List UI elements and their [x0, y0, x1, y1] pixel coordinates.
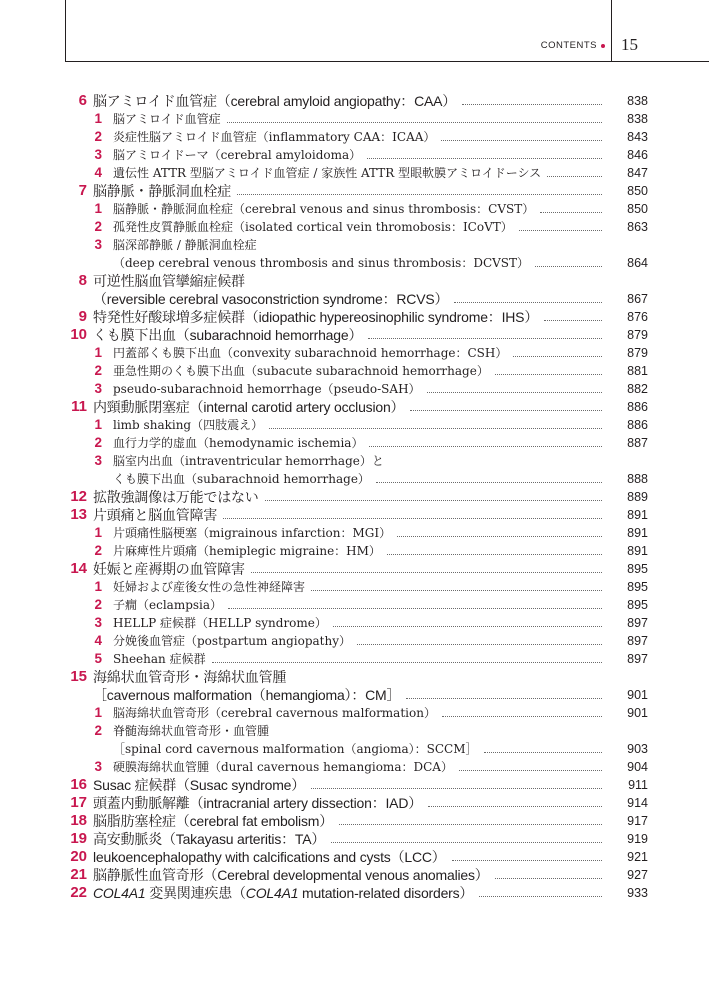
- toc-entry-page: 914: [627, 796, 648, 810]
- toc-entry-title: （reversible cerebral vasoconstriction syndrome：RCVS）: [93, 291, 449, 307]
- toc-entry-title: 脳室内出血（intraventricular hemorrhage）と: [113, 454, 384, 468]
- dot-leader: [441, 140, 602, 141]
- toc-entry-page: 933: [627, 886, 648, 900]
- toc-entry-line: [93, 308, 606, 326]
- toc-entry-title: 硬膜海綿状血管腫（dural cavernous hemangioma：DCA）: [113, 760, 453, 774]
- toc-section-row[interactable]: [0, 164, 709, 182]
- toc-entry-number: 1: [94, 345, 102, 360]
- toc-section-row[interactable]: [0, 146, 709, 164]
- toc-entry-line: [93, 686, 606, 704]
- toc-entry-title: COL4A1 変異関連疾患（COL4A1 mutation-related disorders）: [93, 885, 474, 901]
- toc-section-row[interactable]: [0, 380, 709, 398]
- toc-entry-title: 特発性好酸球増多症候群（idiopathic hypereosinophilic syndrome：IHS）: [93, 309, 539, 325]
- toc-entry-line: [113, 452, 648, 470]
- toc-entry-number: 17: [70, 794, 87, 811]
- toc-entry-title: 脊髄海綿状血管奇形・血管腫: [113, 724, 270, 738]
- dot-leader: [479, 896, 602, 897]
- dot-leader: [223, 518, 602, 519]
- toc-entry-page: 891: [627, 508, 648, 522]
- toc-entry-number: 13: [70, 506, 87, 523]
- toc-entry-line: [113, 200, 606, 218]
- toc-entry-title: 脳静脈・静脈洞血栓症: [93, 183, 231, 199]
- toc-entry-title: 片頭痛性脳梗塞（migrainous infarction：MGI）: [113, 526, 392, 540]
- toc-entry-title: 脳脂肪塞栓症（cerebral fat embolism）: [93, 813, 334, 829]
- toc-entry-title: 分娩後血管症（postpartum angiopathy）: [113, 634, 351, 648]
- toc-entry-page: 901: [627, 706, 648, 720]
- toc-entry-title: 可逆性脳血管攣縮症候群: [93, 273, 245, 289]
- header-dot-icon: [601, 44, 605, 48]
- toc-entry-title: くも膜下出血（subarachnoid hemorrhage）: [113, 472, 370, 486]
- toc-chapter-row[interactable]: [0, 866, 709, 884]
- toc-chapter-row[interactable]: [0, 308, 709, 326]
- toc-entry-page: 863: [627, 220, 648, 234]
- toc-entry-number: 3: [94, 147, 102, 162]
- toc-entry-number: 7: [78, 182, 87, 199]
- dot-leader: [269, 428, 602, 429]
- dot-leader: [462, 104, 602, 105]
- toc-chapter-row[interactable]: [0, 506, 709, 524]
- toc-section-row[interactable]: [0, 236, 709, 254]
- toc-entry-line: [93, 884, 606, 902]
- dot-leader: [227, 122, 602, 123]
- toc-entry-number: 18: [70, 812, 87, 829]
- toc-entry-title: （deep cerebral venous thrombosis and sinus thrombosis：DCVST）: [113, 256, 530, 270]
- toc-entry-page: 901: [627, 688, 648, 702]
- toc-entry-line: [113, 362, 606, 380]
- toc-entry-line: [93, 326, 606, 344]
- toc-chapter-row[interactable]: [0, 776, 709, 794]
- dot-leader: [519, 230, 602, 231]
- toc-entry-number: 2: [94, 219, 102, 234]
- toc-entry-number: 3: [94, 453, 102, 468]
- toc-section-row[interactable]: [0, 650, 709, 668]
- dot-leader: [495, 878, 602, 879]
- toc-entry-page: 897: [627, 634, 648, 648]
- toc-entry-page: 897: [627, 616, 648, 630]
- toc-section-row[interactable]: [0, 740, 709, 758]
- toc-entry-number: 22: [70, 884, 87, 901]
- dot-leader: [427, 392, 602, 393]
- toc-entry-line: [113, 380, 606, 398]
- toc-entry-title: 妊娠と産褥期の血管障害: [93, 561, 245, 577]
- toc-entry-page: 917: [627, 814, 648, 828]
- toc-entry-line: [113, 470, 606, 488]
- toc-entry-title: Sheehan 症候群: [113, 652, 206, 666]
- dot-leader: [544, 320, 602, 321]
- toc-entry-line: [113, 542, 606, 560]
- dot-leader: [540, 212, 602, 213]
- toc-entry-line: [113, 596, 606, 614]
- toc-chapter-row[interactable]: [0, 182, 709, 200]
- toc-entry-page: 838: [627, 94, 648, 108]
- dot-leader: [535, 266, 602, 267]
- toc-entry-page: 886: [627, 418, 648, 432]
- toc-entry-line: [113, 146, 606, 164]
- toc-entry-number: 16: [70, 776, 87, 793]
- toc-entry-title: 海綿状血管奇形・海綿状血管腫: [93, 669, 287, 685]
- dot-leader: [442, 716, 602, 717]
- toc-chapter-row[interactable]: [0, 794, 709, 812]
- dot-leader: [339, 824, 602, 825]
- toc-chapter-row[interactable]: [0, 290, 709, 308]
- toc-entry-title: 炎症性脳アミロイド血管症（inflammatory CAA：ICAA）: [113, 130, 436, 144]
- toc-entry-page: 876: [627, 310, 648, 324]
- toc-entry-number: 1: [94, 579, 102, 594]
- toc-entry-page: 850: [627, 202, 648, 216]
- toc-entry-number: 6: [78, 92, 87, 109]
- toc-entry-title: 頭蓋内動脈解離（intracranial artery dissection：IAD）: [93, 795, 423, 811]
- toc-entry-page: 919: [627, 832, 648, 846]
- dot-leader: [495, 374, 602, 375]
- toc-chapter-row[interactable]: [0, 830, 709, 848]
- toc-section-row[interactable]: [0, 416, 709, 434]
- toc-entry-line: [113, 128, 606, 146]
- toc-section-row[interactable]: [0, 542, 709, 560]
- dot-leader: [265, 500, 602, 501]
- toc-entry-line: [93, 776, 606, 794]
- toc-entry-title: くも膜下出血（subarachnoid hemorrhage）: [93, 327, 363, 343]
- toc-chapter-row[interactable]: [0, 326, 709, 344]
- toc-entry-line: [93, 668, 648, 686]
- dot-leader: [387, 554, 602, 555]
- toc-entry-page: 911: [628, 778, 648, 792]
- dot-leader: [237, 194, 602, 195]
- toc-entry-title: 亜急性期のくも膜下出血（subacute subarachnoid hemorrhage）: [113, 364, 489, 378]
- toc-entry-page: 887: [627, 436, 648, 450]
- dot-leader: [357, 644, 602, 645]
- toc-entry-line: [93, 398, 606, 416]
- toc-entry-number: 8: [78, 272, 87, 289]
- toc-entry-line: [113, 740, 606, 758]
- dot-leader: [251, 572, 602, 573]
- header-rule-bottom: [65, 61, 709, 62]
- dot-leader: [311, 788, 602, 789]
- dot-leader: [454, 302, 602, 303]
- toc-entry-title: limb shaking（四肢震え）: [113, 418, 264, 432]
- dot-leader: [410, 410, 602, 411]
- header-rule-left: [65, 0, 66, 62]
- toc-entry-number: 2: [94, 723, 102, 738]
- toc-section-row[interactable]: [0, 452, 709, 470]
- toc-entry-number: 14: [70, 560, 87, 577]
- toc-entry-line: [113, 254, 606, 272]
- toc-entry-line: [93, 794, 606, 812]
- toc-entry-line: [113, 524, 606, 542]
- dot-leader: [406, 698, 602, 699]
- toc-entry-page: 904: [627, 760, 648, 774]
- dot-leader: [311, 590, 602, 591]
- toc-entry-number: 2: [94, 435, 102, 450]
- toc-section-row[interactable]: [0, 470, 709, 488]
- toc-entry-page: 897: [627, 652, 648, 666]
- toc-entry-title: 内頸動脈閉塞症（internal carotid artery occlusion）: [93, 399, 405, 415]
- toc-chapter-row[interactable]: [0, 812, 709, 830]
- toc-entry-line: [113, 578, 606, 596]
- toc-entry-line: [113, 218, 606, 236]
- toc-entry-number: 2: [94, 129, 102, 144]
- dot-leader: [459, 770, 602, 771]
- toc-chapter-row[interactable]: [0, 272, 709, 290]
- toc-entry-line: [93, 866, 606, 884]
- toc-chapter-row[interactable]: [0, 848, 709, 866]
- dot-leader: [428, 806, 602, 807]
- toc-section-row[interactable]: [0, 128, 709, 146]
- toc-entry-page: 843: [627, 130, 648, 144]
- dot-leader: [331, 842, 602, 843]
- toc-section-row[interactable]: [0, 524, 709, 542]
- toc-entry-title: 脳アミロイド血管症（cerebral amyloid angiopathy：CAA）: [93, 93, 457, 109]
- toc-entry-line: [93, 830, 606, 848]
- toc-entry-line: [93, 272, 648, 290]
- toc-entry-number: 3: [94, 237, 102, 252]
- dot-leader: [228, 608, 602, 609]
- toc-entry-title: 子癇（eclampsia）: [113, 598, 223, 612]
- toc-section-row[interactable]: [0, 722, 709, 740]
- toc-entry-line: [113, 110, 606, 128]
- toc-entry-title: 脳静脈性血管奇形（Cerebral developmental venous anomalies）: [93, 867, 489, 883]
- toc-entry-title: 遺伝性 ATTR 型脳アミロイド血管症 / 家族性 ATTR 型眼軟膜アミロイドーシス: [113, 166, 542, 180]
- dot-leader: [452, 860, 602, 861]
- toc-entry-line: [93, 560, 606, 578]
- toc-entry-page: 886: [627, 400, 648, 414]
- toc-section-row[interactable]: [0, 704, 709, 722]
- toc-chapter-row[interactable]: [0, 686, 709, 704]
- toc-entry-number: 5: [94, 651, 102, 666]
- toc-entry-title: 片麻痺性片頭痛（hemiplegic migraine：HM）: [113, 544, 381, 558]
- toc-entry-line: [93, 848, 606, 866]
- toc-chapter-row[interactable]: [0, 398, 709, 416]
- toc-section-row[interactable]: [0, 578, 709, 596]
- toc-entry-title: pseudo-subarachnoid hemorrhage（pseudo-SAH）: [113, 382, 421, 396]
- toc-entry-page: 847: [627, 166, 648, 180]
- toc-entry-line: [113, 614, 606, 632]
- toc-entry-line: [93, 182, 606, 200]
- toc-entry-title: 脳海綿状血管奇形（cerebral cavernous malformation）: [113, 706, 436, 720]
- dot-leader: [376, 482, 602, 483]
- toc-entry-number: 10: [70, 326, 87, 343]
- toc-entry-title: ［spinal cord cavernous malformation（angioma）：SCCM］: [113, 742, 478, 756]
- toc-entry-page: 903: [627, 742, 648, 756]
- toc-entry-number: 11: [71, 398, 87, 415]
- toc-entry-number: 1: [94, 201, 102, 216]
- toc-chapter-row[interactable]: [0, 488, 709, 506]
- toc-entry-number: 2: [94, 597, 102, 612]
- toc-entry-page: 895: [627, 562, 648, 576]
- toc-entry-number: 1: [94, 111, 102, 126]
- toc-entry-page: 850: [627, 184, 648, 198]
- toc-entry-number: 20: [70, 848, 87, 865]
- toc-entry-number: 3: [94, 615, 102, 630]
- toc-entry-title: Susac 症候群（Susac syndrome）: [93, 777, 306, 793]
- toc-section-row[interactable]: [0, 632, 709, 650]
- toc-section-row[interactable]: [0, 362, 709, 380]
- toc-entry-title: HELLP 症候群（HELLP syndrome）: [113, 616, 327, 630]
- toc-entry-number: 2: [94, 543, 102, 558]
- dot-leader: [513, 356, 602, 357]
- running-header-label: CONTENTS: [540, 40, 597, 51]
- toc-section-row[interactable]: [0, 200, 709, 218]
- toc-entry-number: 3: [94, 381, 102, 396]
- toc-entry-title: leukoencephalopathy with calcifications and cysts（LCC）: [93, 849, 446, 865]
- toc-entry-line: [93, 290, 606, 308]
- toc-entry-title: 孤発性皮質静脈血栓症（isolated cortical vein thromobosis：ICoVT）: [113, 220, 513, 234]
- toc-section-row[interactable]: [0, 218, 709, 236]
- toc-entry-number: 3: [94, 759, 102, 774]
- toc-entry-title: 円蓋部くも膜下出血（convexity subarachnoid hemorrhage：CSH）: [113, 346, 508, 360]
- toc-entry-page: 889: [627, 490, 648, 504]
- toc-entry-title: 妊婦および産後女性の急性神経障害: [113, 580, 306, 594]
- dot-leader: [367, 158, 602, 159]
- toc-entry-title: 高安動脈炎（Takayasu arteritis：TA）: [93, 831, 326, 847]
- toc-entry-number: 19: [70, 830, 87, 847]
- dot-leader: [212, 662, 602, 663]
- toc-entry-number: 1: [94, 417, 102, 432]
- toc-entry-number: 12: [70, 488, 87, 505]
- toc-entry-number: 4: [94, 165, 102, 180]
- toc-entry-page: 891: [627, 526, 648, 540]
- toc-entry-title: ［cavernous malformation（hemangioma）：CM］: [93, 687, 401, 703]
- toc-entry-line: [113, 344, 606, 362]
- dot-leader: [484, 752, 603, 753]
- toc-entry-number: 1: [94, 525, 102, 540]
- toc-entry-page: 891: [627, 544, 648, 558]
- toc-entry-number: 15: [70, 668, 87, 685]
- dot-leader: [369, 446, 602, 447]
- toc-entry-title: 脳静脈・静脈洞血栓症（cerebral venous and sinus thrombosis：CVST）: [113, 202, 535, 216]
- toc-entry-page: 895: [627, 598, 648, 612]
- toc-entry-page: 882: [627, 382, 648, 396]
- toc-entry-title: 脳アミロイド血管症: [113, 112, 221, 126]
- toc-section-row[interactable]: [0, 758, 709, 776]
- toc-entry-number: 4: [94, 633, 102, 648]
- toc-entry-number: 21: [70, 866, 87, 883]
- toc-entry-line: [113, 434, 606, 452]
- dot-leader: [368, 338, 602, 339]
- toc-entry-page: 888: [627, 472, 648, 486]
- toc-entry-page: 846: [627, 148, 648, 162]
- toc-entry-line: [113, 704, 606, 722]
- toc-entry-number: 2: [94, 363, 102, 378]
- toc-entry-page: 921: [627, 850, 648, 864]
- toc-entry-number: 1: [94, 705, 102, 720]
- toc-entry-page: 879: [627, 346, 648, 360]
- toc-entry-title: 片頭痛と脳血管障害: [93, 507, 218, 523]
- toc-section-row[interactable]: [0, 596, 709, 614]
- toc-entry-line: [113, 236, 648, 254]
- dot-leader: [333, 626, 602, 627]
- dot-leader: [397, 536, 602, 537]
- toc-section-row[interactable]: [0, 110, 709, 128]
- toc-entry-page: 895: [627, 580, 648, 594]
- toc-entry-line: [93, 488, 606, 506]
- toc-entry-line: [113, 632, 606, 650]
- toc-entry-title: 拡散強調像は万能ではない: [93, 489, 259, 505]
- toc-entry-line: [113, 722, 648, 740]
- toc-section-row[interactable]: [0, 614, 709, 632]
- toc-section-row[interactable]: [0, 434, 709, 452]
- toc-entry-page: 867: [627, 292, 648, 306]
- toc-entry-page: 881: [627, 364, 648, 378]
- toc-entry-page: 864: [627, 256, 648, 270]
- toc-entry-page: 879: [627, 328, 648, 342]
- toc-entry-line: [93, 506, 606, 524]
- toc-section-row[interactable]: [0, 254, 709, 272]
- toc-chapter-row[interactable]: [0, 560, 709, 578]
- toc-entry-title: 血行力学的虚血（hemodynamic ischemia）: [113, 436, 364, 450]
- toc-entry-line: [113, 758, 606, 776]
- dot-leader: [547, 176, 602, 177]
- toc-entry-line: [93, 812, 606, 830]
- toc-entry-page: 927: [627, 868, 648, 882]
- toc-chapter-row[interactable]: [0, 92, 709, 110]
- toc-entry-title: 脳深部静脈 / 静脈洞血栓症: [113, 238, 257, 252]
- toc-entry-page: 838: [627, 112, 648, 126]
- header-rule-right: [611, 0, 612, 62]
- toc-entry-line: [93, 92, 606, 110]
- toc-chapter-row[interactable]: [0, 884, 709, 902]
- toc-entry-line: [113, 416, 606, 434]
- toc-entry-number: 9: [78, 308, 87, 325]
- toc-entry-line: [113, 650, 606, 668]
- toc-chapter-row[interactable]: [0, 668, 709, 686]
- toc-entry-line: [113, 164, 606, 182]
- toc-entry-title: 脳アミロイドーマ（cerebral amyloidoma）: [113, 148, 362, 162]
- page-number: 15: [621, 35, 638, 54]
- toc-section-row[interactable]: [0, 344, 709, 362]
